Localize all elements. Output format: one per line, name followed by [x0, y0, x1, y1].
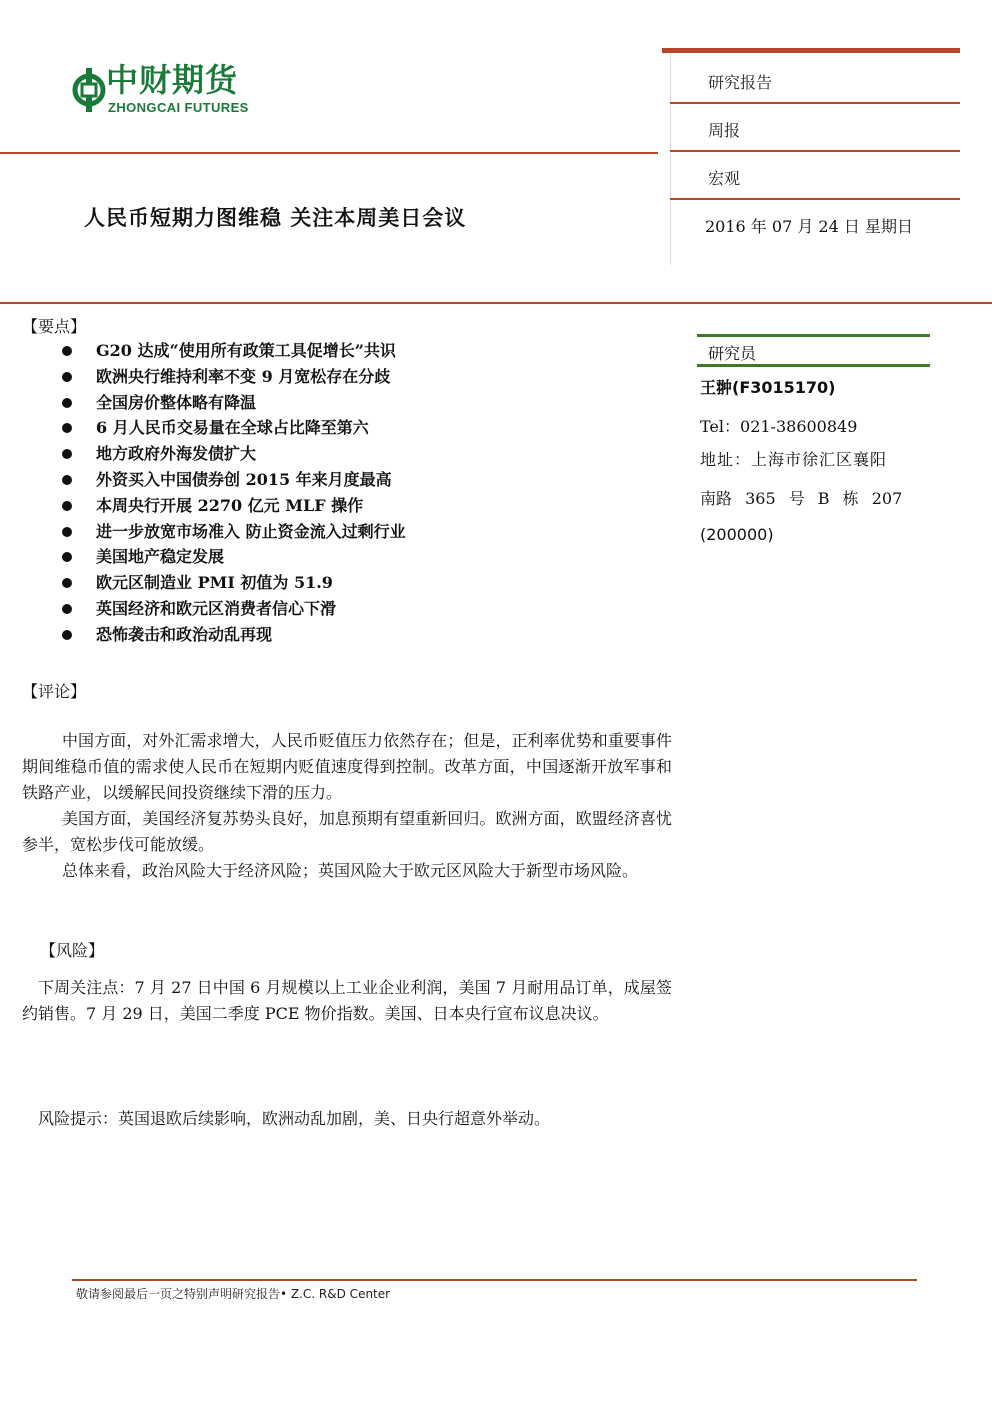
report-type: 研究报告	[708, 73, 773, 92]
brand-name-cn: 中财期货	[106, 61, 239, 99]
bullet-icon	[62, 630, 72, 640]
report-date: 2016 年 07 月 24 日 星期日	[705, 217, 913, 236]
risk-body	[22, 975, 672, 1027]
meta-left-border	[670, 53, 671, 265]
list-item: 外资买入中国债券创 2015 年来月度最高	[60, 469, 406, 495]
risk-paragraph: 下周关注点：7 月 27 日中国 6 月规模以上工业企业利润，美国 7 月耐用品订单，成屋签约销售。7 月 29 日，美国二季度 PCE 物价指数。美国、日本央行宣布议息决议。	[22, 978, 672, 1023]
title-divider	[0, 302, 992, 304]
comment-paragraph-3: 总体来看，政治风险大于经济风险；英国风险大于欧元区风险大于新型市场风险。	[62, 861, 639, 880]
comment-heading: 【评论】	[22, 682, 87, 701]
list-item: 恐怖袭击和政治动乱再现	[60, 624, 406, 650]
bullet-icon	[62, 527, 72, 537]
list-item: 英国经济和欧元区消费者信心下滑	[60, 598, 406, 624]
bullet-icon	[62, 398, 72, 408]
list-item: 进一步放宽市场准入 防止资金流入过剩行业	[60, 521, 406, 547]
list-item: G20 达成“使用所有政策工具促增长”共识	[60, 340, 406, 366]
analyst-heading: 研究员	[708, 344, 757, 363]
bullet-icon	[62, 372, 72, 382]
meta-rule	[670, 150, 960, 152]
meta-top-rule	[662, 48, 960, 53]
bullet-icon	[62, 578, 72, 588]
footer-rule	[72, 1279, 917, 1281]
bullet-icon	[62, 552, 72, 562]
analyst-name: 王翀(F3015170)	[700, 378, 836, 397]
header-divider	[0, 152, 658, 154]
list-item: 欧元区制造业 PMI 初值为 51.9	[60, 572, 406, 598]
list-item: 欧洲央行维持利率不变 9 月宽松存在分歧	[60, 366, 406, 392]
list-item: 全国房价整体略有降温	[60, 392, 406, 418]
analyst-address-line-2: 南路 365 号 B 栋 207	[700, 489, 903, 508]
list-item: 本周央行开展 2270 亿元 MLF 操作	[60, 495, 406, 521]
key-points-heading: 【要点】	[22, 317, 87, 336]
risk-tip: 风险提示：英国退欧后续影响，欧洲动乱加剧，美、日央行超意外举动。	[38, 1109, 551, 1128]
brand-name-en: ZHONGCAI FUTURES	[108, 100, 249, 115]
bullet-icon	[62, 423, 72, 433]
analyst-bottom-rule	[697, 364, 930, 367]
list-item: 6 月人民币交易量在全球占比降至第六	[60, 417, 406, 443]
meta-rule	[670, 102, 960, 104]
bullet-icon	[62, 604, 72, 614]
logo-mark-icon	[72, 66, 106, 114]
bullet-icon	[62, 475, 72, 485]
key-points-list	[60, 340, 406, 650]
comment-paragraph-1: 中国方面，对外汇需求增大，人民币贬值压力依然存在；但是，正利率优势和重要事件期间维稳币值的需求使人民币在短期内贬值速度得到控制。改革方面，中国逐渐开放军事和铁路产业，以缓解民间投资继续下滑的压力。	[22, 731, 672, 802]
analyst-tel: Tel：021-38600849	[700, 417, 858, 436]
comment-body	[22, 728, 672, 884]
report-frequency: 周报	[708, 121, 741, 140]
footer-text: 敬请参阅最后一页之特别声明研究报告• Z.C. R&D Center	[76, 1287, 391, 1301]
report-category: 宏观	[708, 169, 741, 188]
analyst-top-rule	[697, 334, 930, 337]
bullet-icon	[62, 449, 72, 459]
comment-paragraph-2: 美国方面，美国经济复苏势头良好，加息预期有望重新回归。欧洲方面，欧盟经济喜忧参半，宽松步伐可能放缓。	[22, 809, 672, 854]
list-item: 地方政府外海发债扩大	[60, 443, 406, 469]
analyst-postcode: (200000)	[700, 525, 774, 544]
report-title: 人民币短期力图维稳 关注本周美日会议	[84, 205, 467, 230]
list-item: 美国地产稳定发展	[60, 546, 406, 572]
bullet-icon	[62, 346, 72, 356]
risk-heading: 【风险】	[40, 941, 105, 960]
bullet-icon	[62, 501, 72, 511]
meta-rule	[670, 198, 960, 200]
analyst-address-line-1: 地址：上海市徐汇区襄阳	[700, 450, 888, 469]
